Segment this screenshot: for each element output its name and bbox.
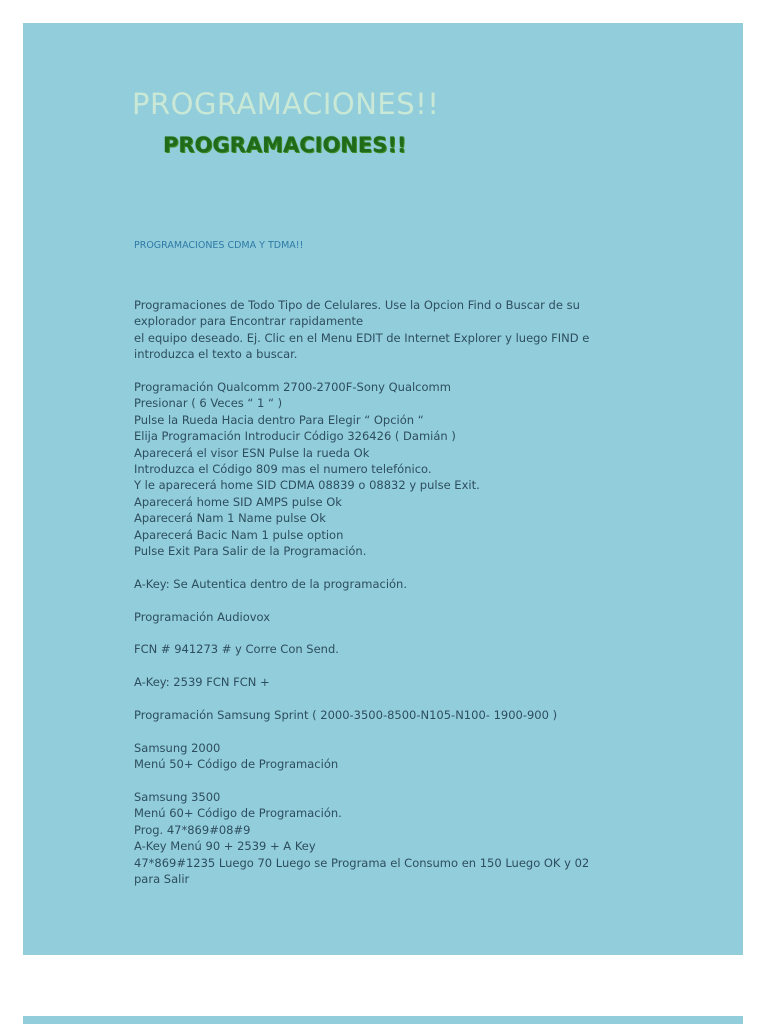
paragraph-line: explorador para Encontrar rapidamente bbox=[134, 314, 364, 329]
paragraph-gap bbox=[134, 363, 634, 379]
paragraph-line: Menú 60+ Código de Programación. bbox=[134, 806, 342, 821]
next-page-edge bbox=[23, 1016, 743, 1024]
paragraph-line: Programación Qualcomm 2700-2700F-Sony Qualcomm bbox=[134, 380, 451, 395]
paragraph-line: introduzca el texto a buscar. bbox=[134, 347, 298, 362]
paragraph-line: Programación Samsung Sprint ( 2000-3500-8500-N105-N100- 1900-900 ) bbox=[134, 708, 558, 723]
paragraph-line: Programaciones de Todo Tipo de Celulares. Use la Opcion Find o Buscar de su bbox=[134, 298, 580, 312]
paragraph-line: FCN # 941273 # y Corre Con Send. bbox=[134, 642, 339, 657]
paragraph-line: para Salir bbox=[134, 872, 190, 887]
paragraph-line: Y le aparecerá home SID CDMA 08839 o 08832 y pulse Exit. bbox=[134, 478, 480, 493]
paragraph-line: Programación Audiovox bbox=[134, 609, 271, 624]
paragraph-line: el equipo deseado. Ej. Clic en el Menu EDIT de Internet Explorer y luego FIND e bbox=[134, 330, 590, 345]
paragraph-line: Pulse la Rueda Hacia dentro Para Elegir “ Opción “ bbox=[134, 412, 424, 427]
paragraph-line: Menú 50+ Código de Programación bbox=[134, 757, 339, 772]
paragraph-gap bbox=[134, 559, 634, 575]
paragraph-line: Samsung 2000 bbox=[134, 740, 221, 755]
paragraph-line: A-Key Menú 90 + 2539 + A Key bbox=[134, 839, 316, 854]
paragraph-gap bbox=[134, 723, 634, 739]
paragraph-line: Elija Programación Introducir Código 326426 ( Damián ) bbox=[134, 429, 456, 444]
paragraph-line: Presionar ( 6 Veces “ 1 “ ) bbox=[134, 396, 283, 411]
paragraph-line: A-Key: Se Autentica dentro de la programación. bbox=[134, 576, 407, 591]
paragraph-line: Aparecerá Bacic Nam 1 pulse option bbox=[134, 527, 344, 542]
paragraph-gap bbox=[134, 625, 634, 641]
paragraph-line: Aparecerá Nam 1 Name pulse Ok bbox=[134, 511, 326, 526]
paragraph-gap bbox=[134, 592, 634, 608]
paragraph-line: Aparecerá home SID AMPS pulse Ok bbox=[134, 494, 342, 509]
document-body bbox=[134, 297, 634, 888]
paragraph-gap bbox=[134, 658, 634, 674]
paragraph-line: Prog. 47*869#08#9 bbox=[134, 822, 251, 837]
paragraph-line: Samsung 3500 bbox=[134, 790, 221, 805]
page-subtitle: PROGRAMACIONES CDMA Y TDMA!! bbox=[134, 240, 304, 251]
paragraph-line: Aparecerá el visor ESN Pulse la rueda Ok bbox=[134, 445, 370, 460]
paragraph-gap bbox=[134, 691, 634, 707]
page-title-ghost: PROGRAMACIONES!! bbox=[132, 87, 440, 121]
paragraph-line: Introduzca el Código 809 mas el numero telefónico. bbox=[134, 462, 432, 477]
page-title: PROGRAMACIONES!! bbox=[163, 133, 407, 157]
paragraph-line: A-Key: 2539 FCN FCN + bbox=[134, 675, 270, 690]
paragraph-line: 47*869#1235 Luego 70 Luego se Programa el Consumo en 150 Luego OK y 02 bbox=[134, 855, 590, 870]
paragraph-line: Pulse Exit Para Salir de la Programación. bbox=[134, 544, 367, 559]
document-page bbox=[23, 23, 743, 955]
paragraph-gap bbox=[134, 773, 634, 789]
